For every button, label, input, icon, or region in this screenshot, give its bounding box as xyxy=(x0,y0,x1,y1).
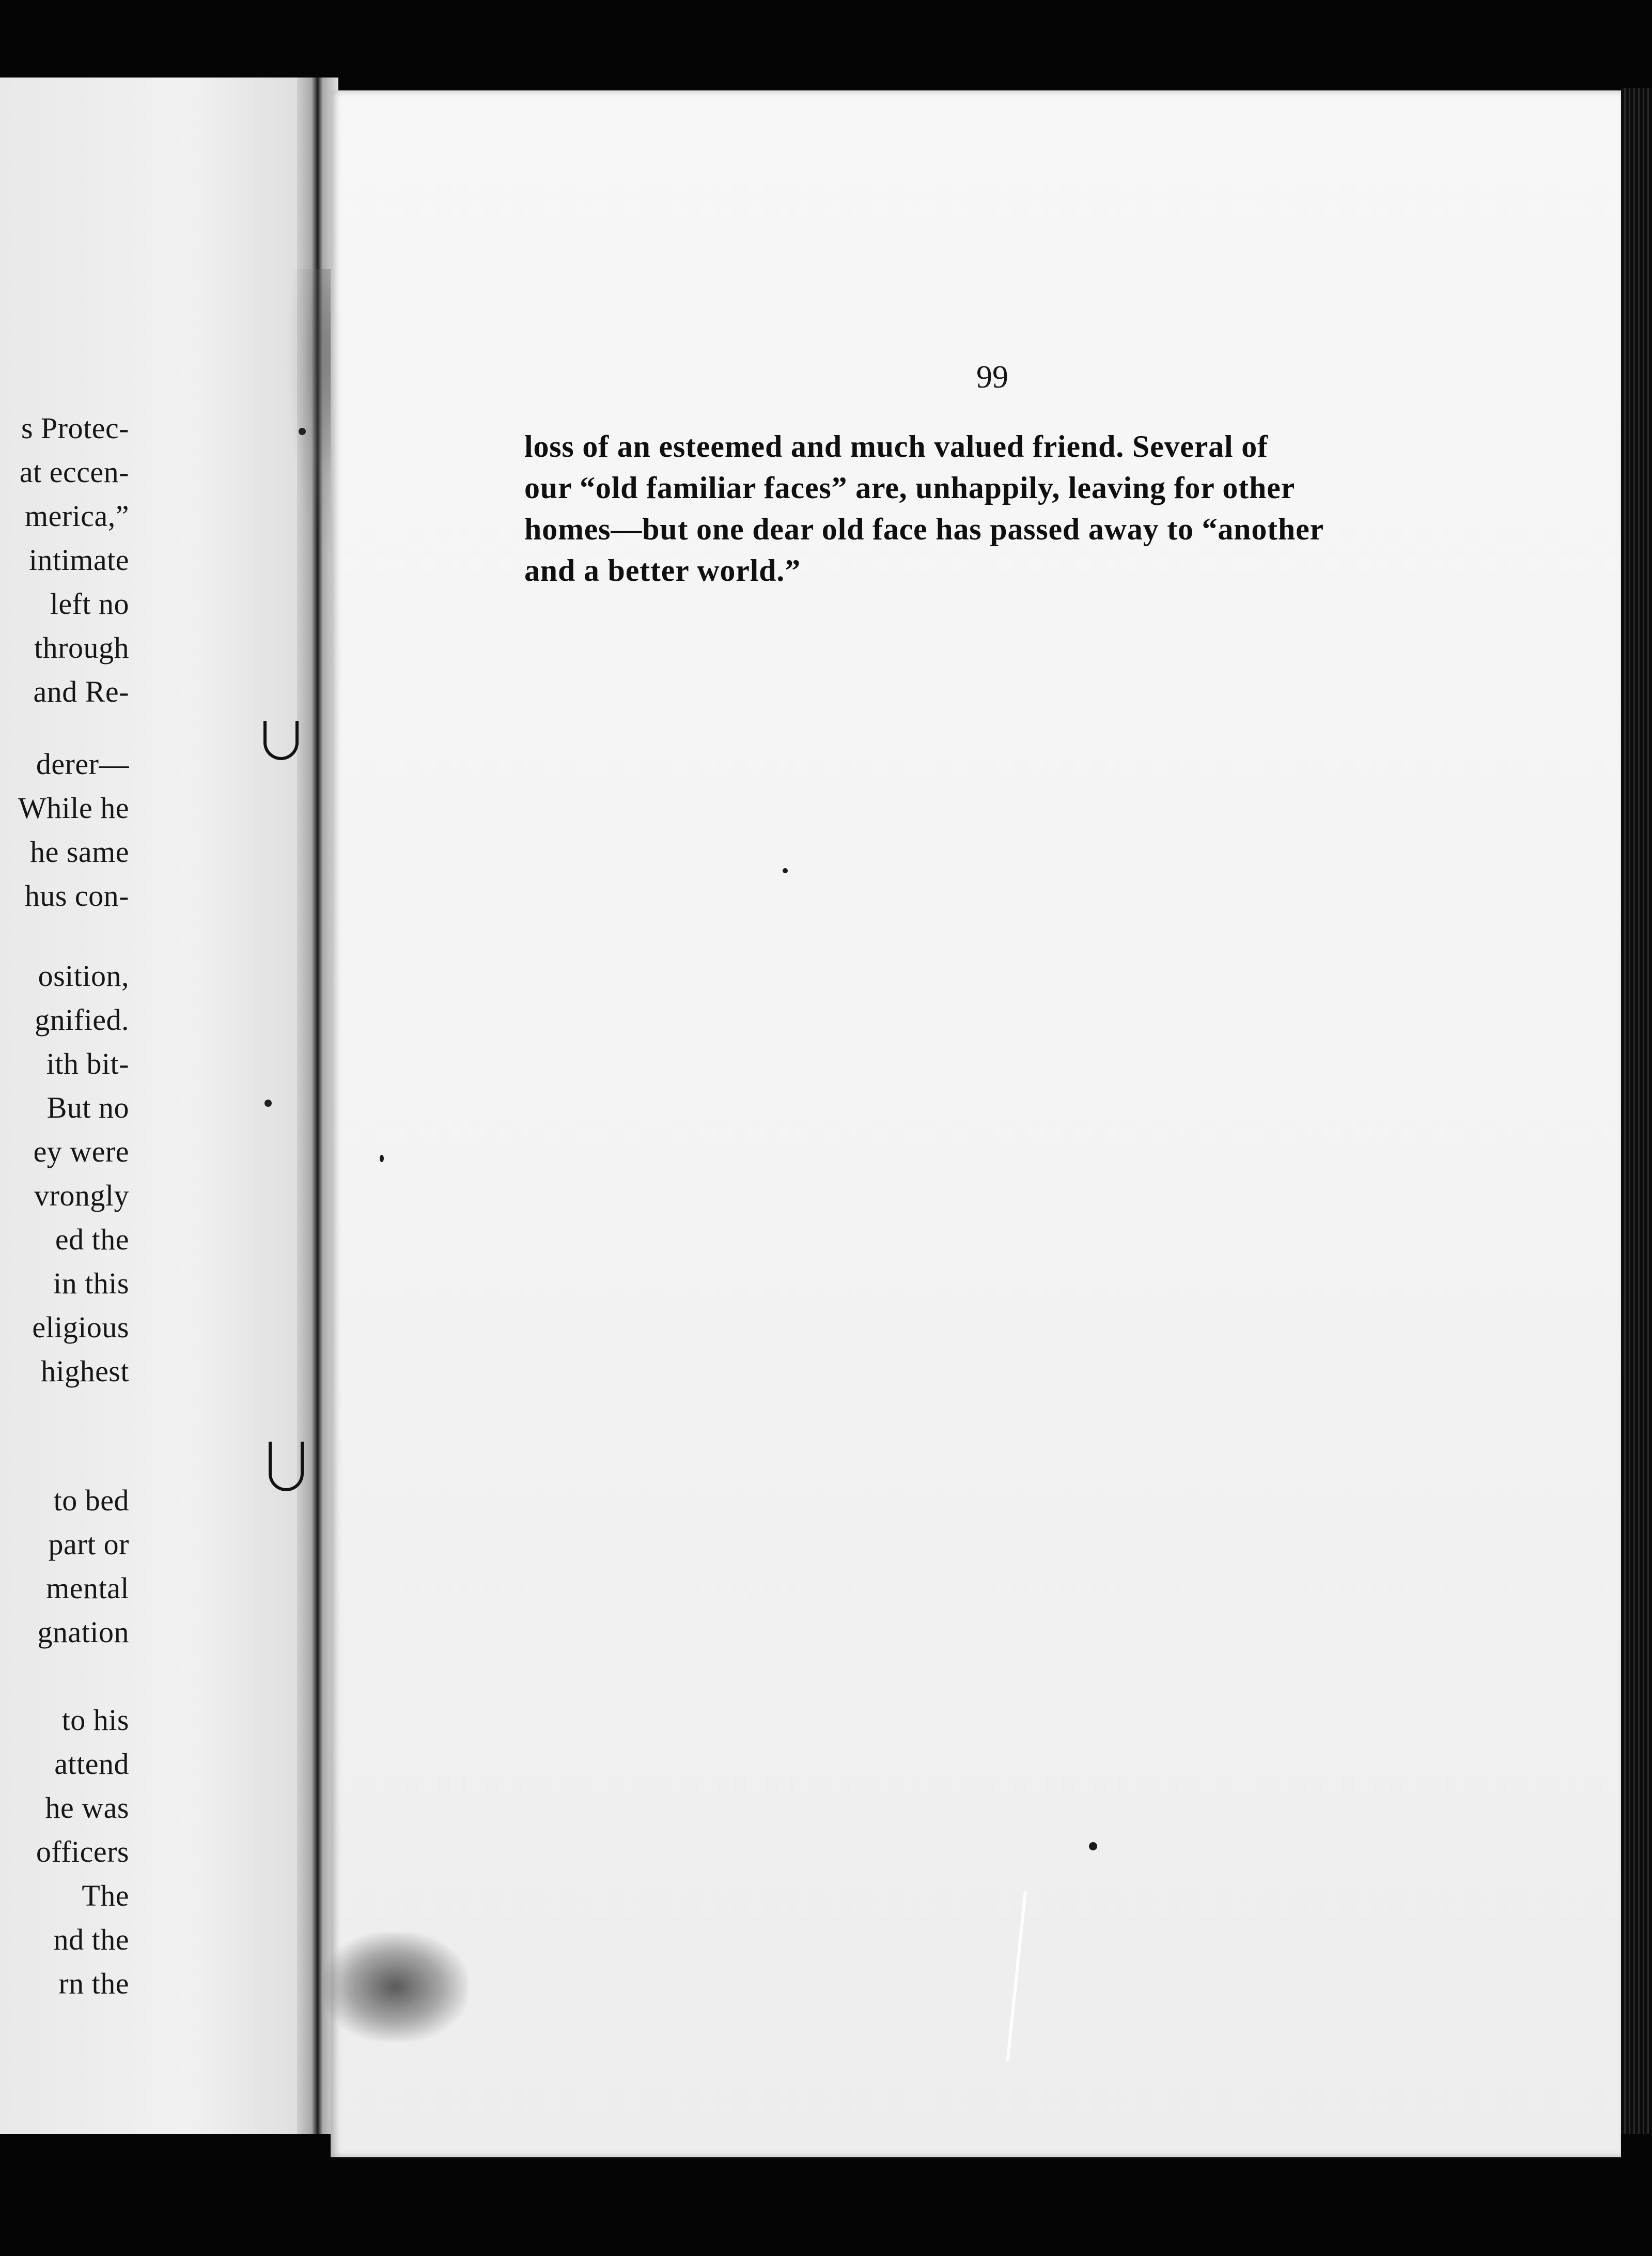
left-page-fragment: mental xyxy=(46,1571,129,1605)
left-page-fragment: he same xyxy=(30,835,129,869)
page-edge xyxy=(1621,88,1652,2134)
ink-stain xyxy=(323,1933,467,2041)
left-page-fragment: highest xyxy=(40,1354,129,1388)
left-page-fragment: derer— xyxy=(36,747,129,781)
left-page-fragment: attend xyxy=(54,1747,129,1781)
left-page-fragment: vrongly xyxy=(34,1179,129,1212)
left-page-fragment: gnified. xyxy=(35,1003,129,1037)
left-page-fragment: s Protec- xyxy=(21,411,129,445)
left-page-fragment: osition, xyxy=(38,959,129,993)
left-page-fragment: While he xyxy=(18,791,129,825)
dust-speck xyxy=(783,868,788,873)
left-page-fragment: But no xyxy=(46,1091,129,1124)
body-text-line: homes—but one dear old face has passed away to “another xyxy=(524,512,1324,546)
left-page-fragment: eligious xyxy=(32,1310,129,1344)
left-page-fragment: in this xyxy=(53,1266,129,1300)
dust-speck xyxy=(380,1155,384,1162)
binding-tear-mark xyxy=(263,721,299,760)
left-page-fragment: ey were xyxy=(33,1135,129,1168)
left-page-fragment: intimate xyxy=(28,543,129,577)
binding-hole xyxy=(299,428,306,435)
left-page-fragment: The xyxy=(82,1879,129,1912)
left-page-fragment: hus con- xyxy=(24,879,129,913)
right-page xyxy=(331,90,1621,2157)
page-number: 99 xyxy=(976,360,1008,395)
body-text-line: loss of an esteemed and much valued friend. Several of xyxy=(524,429,1268,463)
left-page-fragment: to his xyxy=(61,1703,129,1737)
left-page-fragment: through xyxy=(34,631,129,665)
body-text-line: and a better world.” xyxy=(524,553,801,588)
binding-tear-mark xyxy=(269,1442,304,1491)
left-page-fragment: at eccen- xyxy=(19,455,129,489)
left-page-fragment: to bed xyxy=(53,1484,129,1517)
left-page-fragment: gnation xyxy=(37,1615,129,1649)
left-page-fragment: nd the xyxy=(53,1923,129,1956)
left-page-fragment: rn the xyxy=(58,1967,129,2000)
left-page-fragment: and Re- xyxy=(33,675,129,708)
left-page-fragment: he was xyxy=(45,1791,129,1825)
left-page-fragment: merica,” xyxy=(24,499,129,533)
left-page-fragment: part or xyxy=(48,1527,129,1561)
left-page-fragment: ith bit- xyxy=(46,1047,129,1080)
left-page-fragment: ed the xyxy=(55,1223,129,1256)
left-page-fragment: left no xyxy=(50,587,129,621)
body-text-line: our “old familiar faces” are, unhappily, leaving for other xyxy=(524,471,1295,505)
left-page-fragment: officers xyxy=(36,1835,129,1868)
binding-hole xyxy=(264,1100,272,1107)
dust-speck xyxy=(1089,1842,1097,1850)
